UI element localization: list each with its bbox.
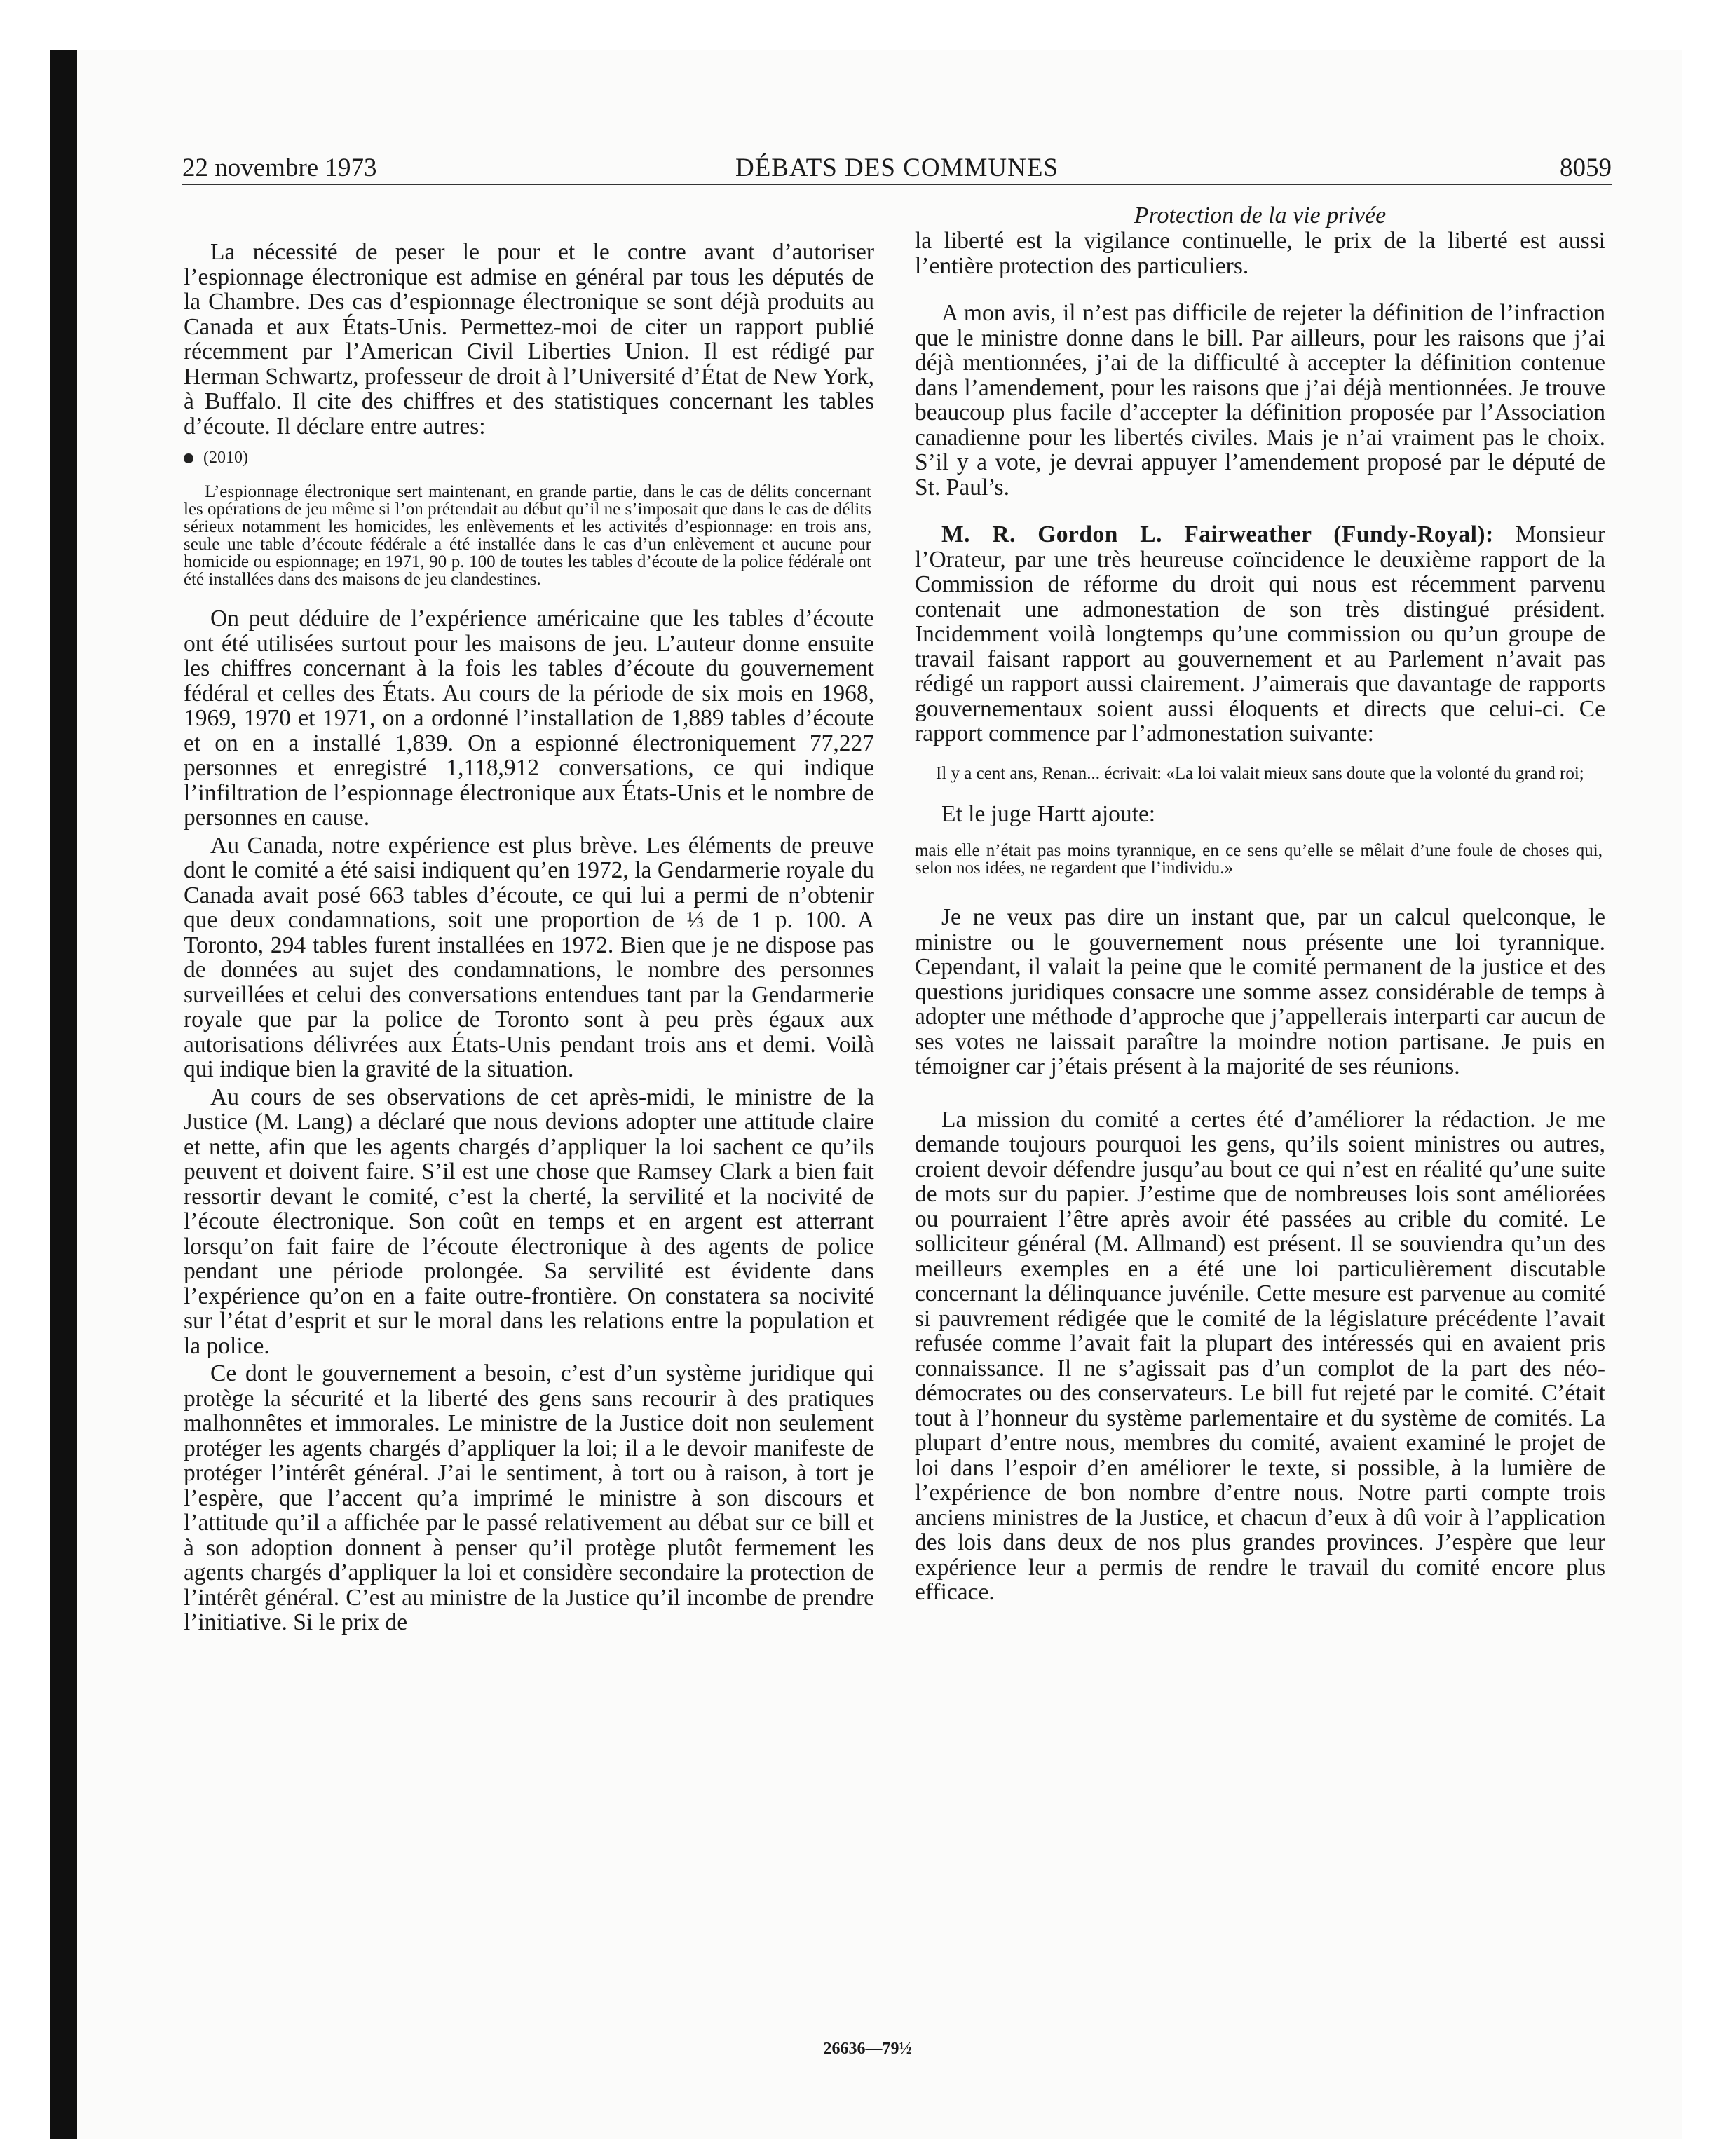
paragraph: A mon avis, il n’est pas difficile de rejeter la définition de l’infraction que le ministre donne dans le bill. Par ailleurs, pour les raisons que j’ai déjà mentionnées, j’ai de la difficulté à accepter la définition contenue dans l’amendement, pour les raisons que j’ai déjà mentionnées. Je trouve beaucoup plus facile d’accepter la définition proposée par l’Association canadienne pour les libertés civiles. Mais je n’ai vraiment pas le choix. S’il y a vote, je devrai appuyer l’amendement proposé par le député de St. Paul’s. — [915, 300, 1605, 500]
quotation: Il y a cent ans, Renan... écrivait: «La loi valait mieux sans doute que la volonté du grand roi; — [936, 763, 1584, 783]
header-page-number: 8059 — [1560, 153, 1612, 182]
speech-text: Monsieur l’Orateur, par une très heureuse coïncidence le deuxième rapport de la Commission de réforme du droit qui nous est récemment parvenu contenait une admonestation de son très distingué président. Incidemment voilà longtemps qu’une commission ou qu’un groupe de travail faisant rapport au gouvernement et au Parlement n’avait pas rédigé un rapport aussi clairement. J’aimerais que davantage de rapports gouvernementaux soient aussi éloquents et directs que celui-ci. Ce rapport commence par l’admonestation suivante: — [915, 521, 1605, 746]
time-marker-label: (2010) — [203, 449, 248, 467]
header-date: 22 novembre 1973 — [182, 153, 377, 182]
paragraph: La mission du comité a certes été d’améliorer la rédaction. Je me demande toujours pourquoi les gens, qu’ils soient ministres ou autres, croient devoir défendre jusqu’au bout ce qui n’est en réalité qu’une suite de mots sur du papier. J’estime que de nombreuses lois sont améliorées ou pourraient l’être après avoir été passées au crible du comité. Le solliciteur général (M. Allmand) est présent. Il se souviendra qu’un des meilleurs exemples en a été une loi particulièrement discutable concernant la délinquance juvénile. Cette mesure est parvenue au comité si pauvrement rédigée que le comité de la législature précédente l’avait refusée comme l’avait fait la plupart des intéressés qui en avaient pris connaissance. Il ne s’agissait pas d’un complot de la part des néo-démocrates ou des conservateurs. Le bill fut rejeté par le comité. C’était tout à l’honneur du système parlementaire et du système de comités. La plupart d’entre nous, membres du comité, avaient examiné le projet de loi dans l’espoir d’en améliorer le texte, si possible, à la lumière de l’expérience de bon nombre d’entre nous. Notre parti compte trois anciens ministres de la Justice, et chacun d’eux à dû voir à l’application des lois dans deux de nos plus grandes provinces. J’espère que leur expérience leur a permis de rendre le travail du comité encore plus efficace. — [915, 1106, 1605, 1605]
paragraph: On peut déduire de l’expérience américaine que les tables d’écoute ont été utilisées surtout pour les maisons de jeu. L’auteur donne ensuite les chiffres concernant à la fois les tables d’écoute du gouvernement fédéral et celles des États. Au cours de la période de six mois en 1968, 1969, 1970 et 1971, on a ordonné l’installation de 1,889 tables d’écoute et on en a installé 1,839. On a espionné électroniquement 77,227 personnes et enregistré 1,118,912 conversations, ce qui indique l’infiltration de l’espionnage électronique aux États-Unis et le nombre de personnes en cause. — [184, 606, 874, 831]
left-column — [184, 203, 874, 1635]
time-marker — [184, 449, 874, 468]
quotation: L’espionnage électronique sert maintenant, en grande partie, dans le cas de délits concernant les opérations de jeu même si l’on prétendait au début qu’il ne s’imposait que dans le cas de délits sérieux notamment les homicides, les enlèvements et les activités d’espionnage: en trois ans, seule une table d’écoute fédérale a été installée dans le cas d’un enlèvement et aucune pour homicide ou espionnage; en 1971, 90 p. 100 de toutes les tables d’écoute de la police fédérale ont été installées dans des maisons de jeu clandestines. — [184, 482, 871, 589]
header-rule — [182, 184, 1612, 185]
header-title: DÉBATS DES COMMUNES — [735, 153, 1059, 182]
paragraph: Et le juge Hartt ajoute: — [941, 800, 1156, 827]
paragraph: Au cours de ses observations de cet après-midi, le ministre de la Justice (M. Lang) a déclaré que nous devions adopter une attitude claire et nette, afin que les agents chargés d’appliquer la loi sachent ce qu’ils peuvent et doivent faire. S’il est une chose que Ramsey Clark a bien fait ressortir devant le comité, c’est la cherté, la servilité et la nocivité de l’écoute électronique. Son coût en temps et en argent est atterrant lorsqu’on fait faire de l’écoute électronique à des agents de police pendant une période prolongée. Sa servilité est évidente dans l’expérience qu’on en a faite outre-frontière. On constatera sa nocivité sur l’état d’esprit et sur le moral dans les relations entre la population et la police. — [184, 1084, 874, 1359]
footer-code: 26636—79½ — [823, 2040, 912, 2058]
paragraph: Au Canada, notre expérience est plus brève. Les éléments de preuve dont le comité a été saisi indiquent qu’en 1972, la Gendarmerie royale du Canada avait posé 663 tables d’écoute, ce qui lui a permi de n’obtenir que deux condamnations, soit une proportion de ⅓ de 1 p. 100. A Toronto, 294 tables furent installées en 1972. Bien que je ne dispose pas de données au sujet des condamnations, le nombre des personnes surveillées et celui des conversations entendues tant par la Gendarmerie royale que par la police de Toronto sont à peu près égaux aux autorisations délivrées aux États-Unis pendant trois ans et demi. Voilà qui indique bien la gravité de la situation. — [184, 832, 874, 1082]
paragraph: Ce dont le gouvernement a besoin, c’est d’un système juridique qui protège la sécurité et la liberté des gens sans recourir à des pratiques malhonnêtes et immorales. Le ministre de la Justice doit non seulement protéger les agents chargés d’appliquer la loi; il a le devoir manifeste de protéger l’intérêt général. J’ai le sentiment, à tort ou à raison, à tort je l’espère, que l’accent qu’a imprimé le ministre à son discours et l’attitude qu’il a affichée par le passé relativement au débat sur ce bill et à son adoption donnent à penser qu’il protège plutôt fermement les agents chargés d’appliquer la loi et considère secondaire la protection de l’intérêt général. C’est au ministre de la Justice qu’il incombe de prendre l’initiative. Si le prix de — [184, 1360, 874, 1635]
paragraph: Je ne veux pas dire un instant que, par un calcul quelconque, le ministre ou le gouvernement nous présente une loi tyrannique. Cependant, il valait la peine que le comité permanent de la justice et des questions juridiques consacre une somme assez considérable de temps à adopter une méthode d’approche que j’appellerais interparti car aucun de ses votes ne laissait paraître la moindre notion partisane. Je puis en témoigner car j’étais présent à la majorité de ses réunions. — [915, 904, 1605, 1079]
scan-edge — [50, 50, 77, 2139]
paragraph: la liberté est la vigilance continuelle, le prix de la liberté est aussi l’entière protection des particuliers. — [915, 228, 1605, 279]
paragraph: La nécessité de peser le pour et le contre avant d’autoriser l’espionnage électronique est admise en général par tous les députés de la Chambre. Des cas d’espionnage électronique se sont déjà produits au Canada et aux États-Unis. Permettez-moi de citer un rapport publié récemment par l’American Civil Liberties Union. Il est rédigé par Herman Schwartz, professeur de droit à l’Université d’État de New York, à Buffalo. Il cite des chiffres et des statistiques concernant les tables d’écoute. Il déclare entre autres: — [184, 239, 874, 439]
right-column — [915, 203, 1605, 1605]
bullet-icon — [184, 453, 193, 463]
running-head: Protection de la vie privée — [1134, 203, 1387, 228]
speech-paragraph — [915, 522, 1605, 746]
quotation: mais elle n’était pas moins tyrannique, en ce sens qu’elle se mêlait d’une foule de choses qui, selon nos idées, ne regardent que l’individu.» — [915, 841, 1603, 878]
speaker-name: M. R. Gordon L. Fairweather (Fundy-Royal): — [941, 521, 1494, 547]
